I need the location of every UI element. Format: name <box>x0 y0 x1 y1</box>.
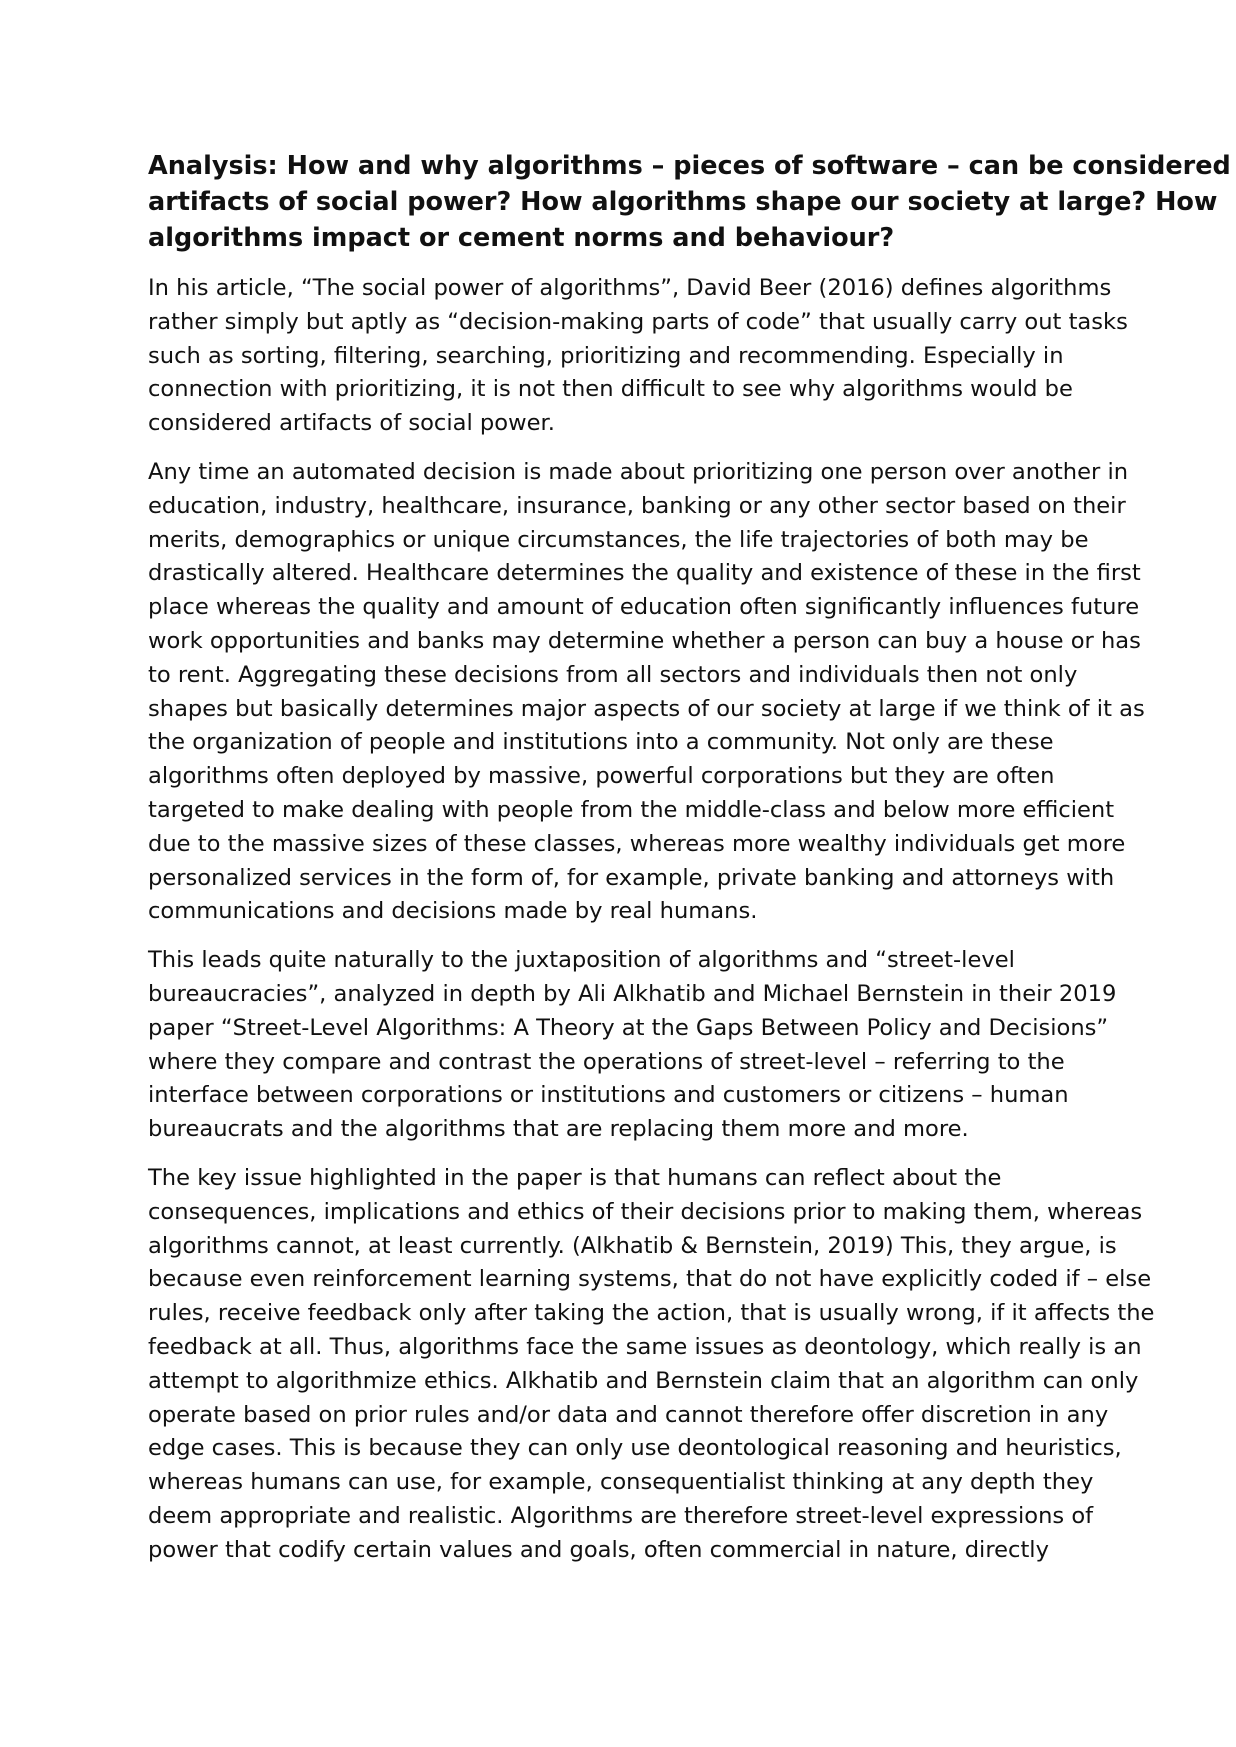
paragraph-line: algorithms often deployed by massive, powerful corporations but they are often <box>148 763 1055 790</box>
paragraph-line: interface between corporations or institutions and customers or citizens – human <box>148 1082 1069 1109</box>
paragraph-line: power that codify certain values and goals, often commercial in nature, directly <box>148 1536 1049 1563</box>
paragraph-line: work opportunities and banks may determine whether a person can buy a house or has <box>148 627 1141 654</box>
paragraph-line: consequences, implications and ethics of their decisions prior to making them, whereas <box>148 1198 1143 1225</box>
paragraph-line: bureaucrats and the algorithms that are replacing them more and more. <box>148 1116 969 1143</box>
paragraph-1 <box>148 272 1128 441</box>
paragraph-line: to rent. Aggregating these decisions from all sectors and individuals then not only <box>148 661 1078 688</box>
paragraph-line: considered artifacts of social power. <box>148 410 555 437</box>
paragraph-line: such as sorting, filtering, searching, prioritizing and recommending. Especially in <box>148 342 1064 369</box>
heading-line: algorithms impact or cement norms and behaviour? <box>148 223 895 253</box>
paragraph-line: In his article, “The social power of algorithms”, David Beer (2016) defines algorithms <box>148 275 1112 301</box>
paragraph-3 <box>148 944 1117 1147</box>
paragraph-line: rules, receive feedback only after taking the action, that is usually wrong, if it affects the <box>148 1300 1155 1327</box>
paragraph-line: rather simply but aptly as “decision-making parts of code” that usually carry out tasks <box>148 308 1128 335</box>
paragraph-4 <box>148 1162 1155 1568</box>
paragraph-line: drastically altered. Healthcare determines the quality and existence of these in the first <box>148 560 1141 587</box>
paragraph-line: targeted to make dealing with people from the middle-class and below more efficient <box>148 796 1115 823</box>
page-content <box>148 148 1231 1582</box>
section-heading <box>148 148 1231 256</box>
paragraph-line: personalized services in the form of, for example, private banking and attorneys with <box>148 864 1115 891</box>
paragraph-line: where they compare and contrast the operations of street-level – referring to the <box>148 1048 1065 1075</box>
heading-line: artifacts of social power? How algorithms shape our society at large? How <box>148 187 1218 217</box>
paragraph-2 <box>148 456 1145 929</box>
paragraph-line: education, industry, healthcare, insurance, banking or any other sector based on their <box>148 492 1126 519</box>
paragraph-line: deem appropriate and realistic. Algorithms are therefore street-level expressions of <box>148 1502 1094 1529</box>
paragraph-line: bureaucracies”, analyzed in depth by Ali Alkhatib and Michael Bernstein in their 2019 <box>148 980 1117 1007</box>
paragraph-line: edge cases. This is because they can only use deontological reasoning and heuristics, <box>148 1435 1122 1462</box>
heading-line: Analysis: How and why algorithms – pieces of software – can be considered <box>148 151 1231 181</box>
paragraph-line: due to the massive sizes of these classes, whereas more wealthy individuals get more <box>148 830 1126 857</box>
paragraph-line: Any time an automated decision is made about prioritizing one person over another in <box>148 458 1129 485</box>
paragraph-line: This leads quite naturally to the juxtaposition of algorithms and “street-level <box>148 947 1015 974</box>
paragraph-line: attempt to algorithmize ethics. Alkhatib and Bernstein claim that an algorithm can only <box>148 1367 1139 1394</box>
paragraph-line: operate based on prior rules and/or data and cannot therefore offer discretion in any <box>148 1401 1109 1428</box>
paragraph-line: because even reinforcement learning systems, that do not have explicitly coded if – else <box>148 1266 1152 1293</box>
paragraph-line: whereas humans can use, for example, consequentialist thinking at any depth they <box>148 1469 1094 1496</box>
paragraph-line: connection with prioritizing, it is not then difficult to see why algorithms would be <box>148 376 1073 403</box>
paragraph-line: merits, demographics or unique circumstances, the life trajectories of both may be <box>148 526 1089 553</box>
paragraph-line: paper “Street-Level Algorithms: A Theory at the Gaps Between Policy and Decisions” <box>148 1014 1109 1041</box>
paragraph-line: shapes but basically determines major aspects of our society at large if we think of it as <box>148 695 1145 722</box>
paragraph-line: The key issue highlighted in the paper is that humans can reflect about the <box>148 1164 1002 1191</box>
paragraph-line: place whereas the quality and amount of education often significantly influences future <box>148 594 1140 621</box>
paragraph-line: communications and decisions made by real humans. <box>148 898 758 925</box>
paragraph-line: feedback at all. Thus, algorithms face the same issues as deontology, which really is an <box>148 1333 1142 1360</box>
paragraph-line: algorithms cannot, at least currently. (Alkhatib & Bernstein, 2019) This, they argue, is <box>148 1232 1117 1259</box>
paragraph-line: the organization of people and institutions into a community. Not only are these <box>148 729 1054 756</box>
